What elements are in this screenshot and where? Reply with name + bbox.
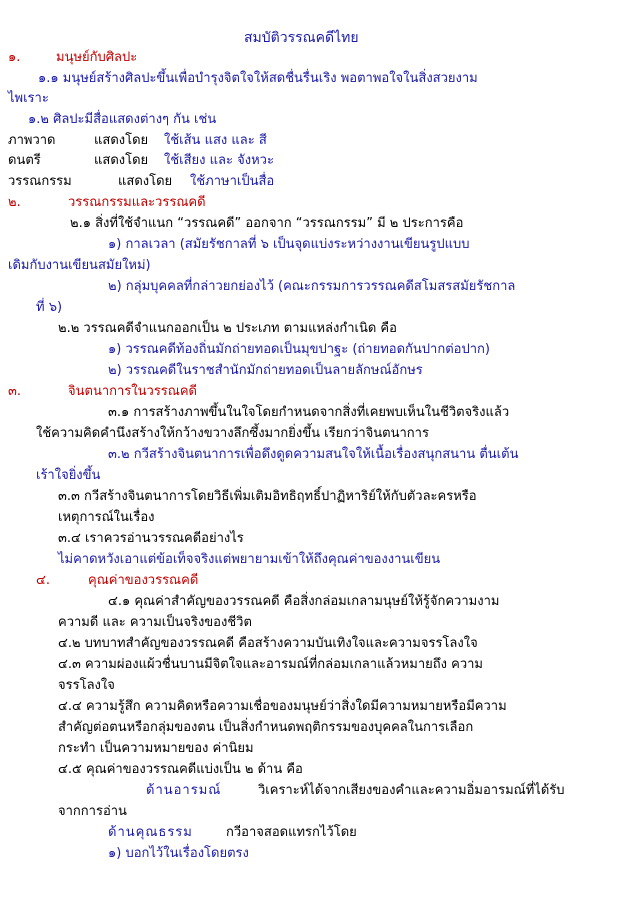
section-3-1-text: ๓.๑ การสร้างภาพขึ้นในใจโดยกำหนดจากสิ่งที่เคยพบเห็นในชีวิตจริงแล้ว xyxy=(108,405,510,420)
section-4-1-text: ๔.๑ คุณค่าสำคัญของวรรณคดี คือสิ่งกล่อมเกลามนุษย์ให้รู้จักความงาม xyxy=(108,594,500,609)
emotional-aspect-text: วิเคราะห์ได้จากเสียงของคำและความอิ่มอารมณ์ที่ได้รับ xyxy=(258,783,565,798)
section-3-4-continuation: ไม่คาดหวังเอาแต่ข้อเท็จจริงแต่พยายามเข้าให้ถึงคุณค่าของงานเขียน xyxy=(58,552,441,567)
document-title: สมบัติวรรณคดีไทย xyxy=(244,30,359,46)
section-1-number: ๑. xyxy=(8,50,21,65)
section-2-2-text: ๒.๒ วรรณคดีจำแนกออกเป็น ๒ ประเภท ตามแหล่งกำเนิด คือ xyxy=(58,321,397,336)
section-4-heading: คุณค่าของวรรณคดี xyxy=(88,573,199,588)
emotional-aspect-continuation: จากการอ่าน xyxy=(58,804,127,819)
section-1-heading: มนุษย์กับศิลปะ xyxy=(56,50,138,65)
section-4-3-continuation: จรรโลงใจ xyxy=(58,678,115,693)
section-4-1-continuation: ความดี และ ความเป็นจริงของชีวิต xyxy=(58,615,252,630)
section-2-1-item-1-continuation: เดิมกับงานเขียนสมัยใหม่) xyxy=(8,258,151,273)
section-3-4-text: ๓.๔ เราควรอ่านวรรณคดีอย่างไร xyxy=(58,531,244,546)
section-3-3-text: ๓.๓ กวีสร้างจินตนาการโดยวิธีเพิ่มเติมอิทธิฤทธิ์ปาฏิหาริย์ให้กับตัวละครหรือ xyxy=(58,489,477,504)
section-4-2-text: ๔.๒ บทบาทสำคัญของวรรณคดี คือสร้างความบันเทิงใจและความจรรโลงใจ xyxy=(58,636,478,651)
section-2-1-item-2: ๒) กลุ่มบุคคลที่กล่าวยกย่องไว้ (คณะกรรมการวรรณคดีสโมสรสมัยรัชกาล xyxy=(108,279,516,294)
medium-name: ภาพวาด xyxy=(8,133,56,148)
medium-name: วรรณกรรม xyxy=(8,174,72,189)
section-4-3-text: ๔.๓ ความผ่องแผ้วชื่นบานมีจิตใจและอารมณ์ที่กล่อมเกลาแล้วหมายถึง ความ xyxy=(58,657,483,672)
section-3-2-continuation: เร้าใจยิ่งขึ้น xyxy=(36,468,101,483)
section-1-1-text: ๑.๑ มนุษย์สร้างศิลปะขึ้นเพื่อบำรุงจิตใจให้สดชื่นรื่นเริง พอตาพอใจในสิ่งสวยงาม xyxy=(38,71,478,86)
section-2-heading: วรรณกรรมและวรรณคดี xyxy=(68,195,206,210)
section-4-4-continuation-1: สำคัญต่อตนหรือกลุ่มของตน เป็นสิ่งกำหนดพฤติกรรมของบุคคลในการเลือก xyxy=(58,720,474,735)
section-4-5-text: ๔.๕ คุณค่าของวรรณคดีแบ่งเป็น ๒ ด้าน คือ xyxy=(58,762,303,777)
medium-verb: แสดงโดย xyxy=(118,174,173,189)
medium-description: ใช้เสียง และ จังหวะ xyxy=(164,153,274,168)
section-2-1-item-2-continuation: ที่ ๖) xyxy=(36,300,63,315)
section-1-2-text: ๑.๒ ศิลปะมีสื่อแสดงต่างๆ กัน เช่น xyxy=(28,112,217,127)
medium-description: ใช้เส้น แสง และ สี xyxy=(164,133,267,148)
section-2-1-item-1: ๑) กาลเวลา (สมัยรัชกาลที่ ๖ เป็นจุดแบ่งระหว่างงานเขียนรูปแบบ xyxy=(108,237,470,252)
moral-aspect-text: กวีอาจสอดแทรกไว้โดย xyxy=(226,825,357,840)
section-3-3-continuation: เหตุการณ์ในเรื่อง xyxy=(58,510,155,525)
emotional-aspect-label: ด้านอารมณ์ xyxy=(146,783,222,798)
section-2-2-item-2: ๒) วรรณคดีในราชสำนักมักถ่ายทอดเป็นลายลักษณ์อักษร xyxy=(108,363,423,378)
section-3-number: ๓. xyxy=(8,384,22,399)
medium-description: ใช้ภาษาเป็นสื่อ xyxy=(190,174,275,189)
medium-verb: แสดงโดย xyxy=(94,153,149,168)
section-4-4-text: ๔.๔ ความรู้สึก ความคิดหรือความเชื่อของมนุษย์ว่าสิ่งใดมีความหมายหรือมีความ xyxy=(58,699,507,714)
section-4-number: ๔. xyxy=(36,573,50,588)
section-3-2-text: ๓.๒ กวีสร้างจินตนาการเพื่อดึงดูดความสนใจให้เนื้อเรื่องสนุกสนาน ตื่นเต้น xyxy=(108,447,519,462)
moral-aspect-item-1: ๑) บอกไว้ในเรื่องโดยตรง xyxy=(108,846,249,861)
section-2-2-item-1: ๑) วรรณคดีท้องถิ่นมักถ่ายทอดเป็นมุขปาฐะ (ถ่ายทอดกันปากต่อปาก) xyxy=(108,342,490,357)
section-2-number: ๒. xyxy=(8,195,21,210)
section-1-1-continuation: ไพเราะ xyxy=(8,91,49,106)
section-3-1-continuation: ใช้ความคิดคำนึงสร้างให้กว้างขวางลึกซึ้งมากยิ่งขึ้น เรียกว่าจินตนาการ xyxy=(36,426,429,441)
section-4-4-continuation-2: กระทำ เป็นความหมายของ ค่านิยม xyxy=(58,741,254,756)
section-3-heading: จินตนาการในวรรณคดี xyxy=(68,384,197,399)
section-2-1-text: ๒.๑ สิ่งที่ใช้จำแนก “วรรณคดี” ออกจาก “วรรณกรรม” มี ๒ ประการคือ xyxy=(70,216,464,231)
medium-name: ดนตรี xyxy=(8,153,41,168)
medium-verb: แสดงโดย xyxy=(94,133,149,148)
moral-aspect-label: ด้านคุณธรรม xyxy=(108,825,193,840)
